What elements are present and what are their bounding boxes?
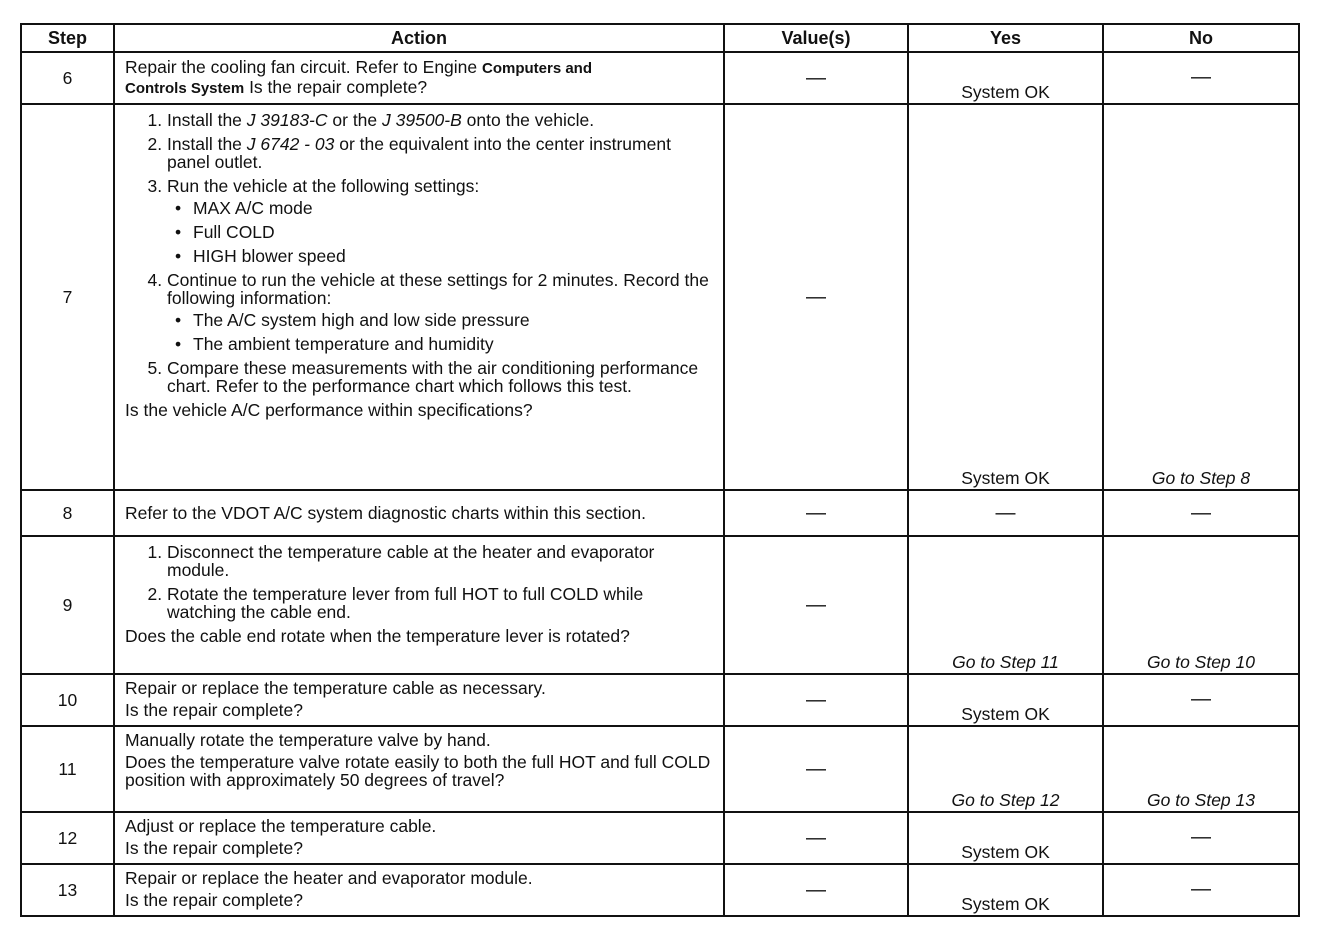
value-cell <box>724 812 908 864</box>
bullet-item: • HIGH blower speed <box>175 247 715 265</box>
action-text: Repair the cooling fan circuit. Refer to Engine <box>125 57 482 77</box>
no-dash: — <box>1191 502 1211 524</box>
step-number: 11 <box>21 726 114 812</box>
action-text: Repair or replace the heater and evaporator module. <box>125 868 533 888</box>
no-result: Go to Step 10 <box>1147 652 1255 672</box>
yes-result: System OK <box>961 894 1050 914</box>
yes-result: System OK <box>961 82 1050 102</box>
action-text: Adjust or replace the temperature cable. <box>125 816 437 836</box>
step-number: 13 <box>21 864 114 916</box>
table-row <box>21 812 1299 864</box>
action-cell <box>114 726 724 812</box>
no-dash: — <box>1191 826 1211 848</box>
action-text: Refer to the VDOT A/C system diagnostic charts within this section. <box>114 490 724 536</box>
procedure-step: 1. Disconnect the temperature cable at the heater and evaporator module. <box>167 543 715 579</box>
yes-cell <box>908 490 1103 536</box>
procedure-step: 3. Run the vehicle at the following settings: • MAX A/C mode • Full COLD • HIGH blower speed <box>167 177 715 265</box>
action-cell <box>114 674 724 726</box>
header-step: Step <box>21 24 114 52</box>
table-row <box>21 52 1299 104</box>
yes-result: System OK <box>961 468 1050 488</box>
table-header-row <box>21 24 1299 52</box>
yes-cell <box>908 812 1103 864</box>
value-cell <box>724 490 908 536</box>
yes-cell <box>908 726 1103 812</box>
action-text: Repair or replace the temperature cable as necessary. <box>125 678 546 698</box>
tool-reference: J 6742 - 03 <box>246 134 335 154</box>
value-dash: — <box>806 827 826 849</box>
tool-reference: J 39500-B <box>382 110 462 130</box>
action-cell <box>114 52 724 104</box>
yes-dash: — <box>995 502 1016 524</box>
value-dash: — <box>806 879 826 901</box>
action-cell <box>114 104 724 490</box>
no-dash: — <box>1191 688 1211 710</box>
bullet-item: • The A/C system high and low side pressure <box>175 311 715 329</box>
action-cell <box>114 812 724 864</box>
value-cell <box>724 726 908 812</box>
procedure-step: 5. Compare these measurements with the air conditioning performance chart. Refer to the performance chart which follows this test. <box>167 359 715 395</box>
step-number: 7 <box>21 104 114 490</box>
header-action: Action <box>114 24 724 52</box>
action-question: Is the repair complete? <box>244 77 428 97</box>
no-dash: — <box>1191 878 1211 900</box>
yes-cell <box>908 536 1103 674</box>
no-cell <box>1103 864 1299 916</box>
no-cell <box>1103 536 1299 674</box>
step-number: 10 <box>21 674 114 726</box>
no-cell <box>1103 726 1299 812</box>
table-row <box>21 726 1299 812</box>
step-number: 6 <box>21 52 114 104</box>
procedure-step: 2. Install the J 6742 - 03 or the equivalent into the center instrument panel outlet. <box>167 135 715 171</box>
action-cell <box>114 536 724 674</box>
record-list <box>167 311 715 353</box>
yes-result: System OK <box>961 704 1050 724</box>
value-cell <box>724 536 908 674</box>
value-dash: — <box>806 502 826 524</box>
procedure-step: 4. Continue to run the vehicle at these settings for 2 minutes. Record the following information: • The A/C system high and low side pressure • The ambient temperature and humidity <box>167 271 715 353</box>
table-row <box>21 674 1299 726</box>
action-question: Is the repair complete? <box>125 890 304 910</box>
no-dash: — <box>1191 66 1211 88</box>
table-row <box>21 536 1299 674</box>
step-number: 9 <box>21 536 114 674</box>
step-number: 12 <box>21 812 114 864</box>
no-cell <box>1103 104 1299 490</box>
tool-reference: J 39183-C <box>246 110 328 130</box>
manual-reference: Computers and <box>482 60 593 77</box>
yes-result: System OK <box>961 842 1050 862</box>
value-dash: — <box>806 689 826 711</box>
no-cell <box>1103 812 1299 864</box>
value-cell <box>724 674 908 726</box>
bullet-item: • MAX A/C mode <box>175 199 715 217</box>
yes-result: Go to Step 12 <box>951 790 1060 810</box>
table-row <box>21 490 1299 536</box>
value-cell <box>724 864 908 916</box>
procedure-step: 1. Install the J 39183-C or the J 39500-B onto the vehicle. <box>167 111 715 129</box>
manual-reference: Controls System <box>125 80 245 97</box>
action-text: Manually rotate the temperature valve by hand. <box>125 730 491 750</box>
value-dash: — <box>806 67 826 89</box>
yes-cell <box>908 52 1103 104</box>
procedure-list <box>125 543 715 621</box>
action-question: Does the cable end rotate when the temperature lever is rotated? <box>125 626 630 646</box>
step-number: 8 <box>21 490 114 536</box>
table-row <box>21 104 1299 490</box>
yes-cell <box>908 864 1103 916</box>
action-question: Is the repair complete? <box>125 700 304 720</box>
yes-cell <box>908 104 1103 490</box>
action-cell <box>114 864 724 916</box>
value-dash: — <box>806 758 826 780</box>
procedure-list <box>125 111 715 395</box>
no-cell <box>1103 674 1299 726</box>
header-yes: Yes <box>908 24 1103 52</box>
no-cell <box>1103 490 1299 536</box>
settings-list <box>167 199 715 265</box>
diagnostic-table <box>20 23 1300 917</box>
bullet-item: • Full COLD <box>175 223 715 241</box>
no-cell <box>1103 52 1299 104</box>
value-cell <box>724 52 908 104</box>
header-values: Value(s) <box>724 24 908 52</box>
value-dash: — <box>806 594 826 616</box>
table-row <box>21 864 1299 916</box>
yes-cell <box>908 674 1103 726</box>
bullet-item: • The ambient temperature and humidity <box>175 335 715 353</box>
header-no: No <box>1103 24 1299 52</box>
value-cell <box>724 104 908 490</box>
no-result: Go to Step 8 <box>1151 468 1251 488</box>
no-result: Go to Step 13 <box>1147 790 1255 810</box>
action-question: Is the vehicle A/C performance within specifications? <box>125 400 533 420</box>
yes-result: Go to Step 11 <box>952 652 1059 672</box>
procedure-step: 2. Rotate the temperature lever from full HOT to full COLD while watching the cable end. <box>167 585 715 621</box>
value-dash: — <box>806 286 826 308</box>
action-question: Does the temperature valve rotate easily to both the full HOT and full COLD position with approximately 50 degrees of travel? <box>125 752 711 790</box>
action-question: Is the repair complete? <box>125 838 304 858</box>
